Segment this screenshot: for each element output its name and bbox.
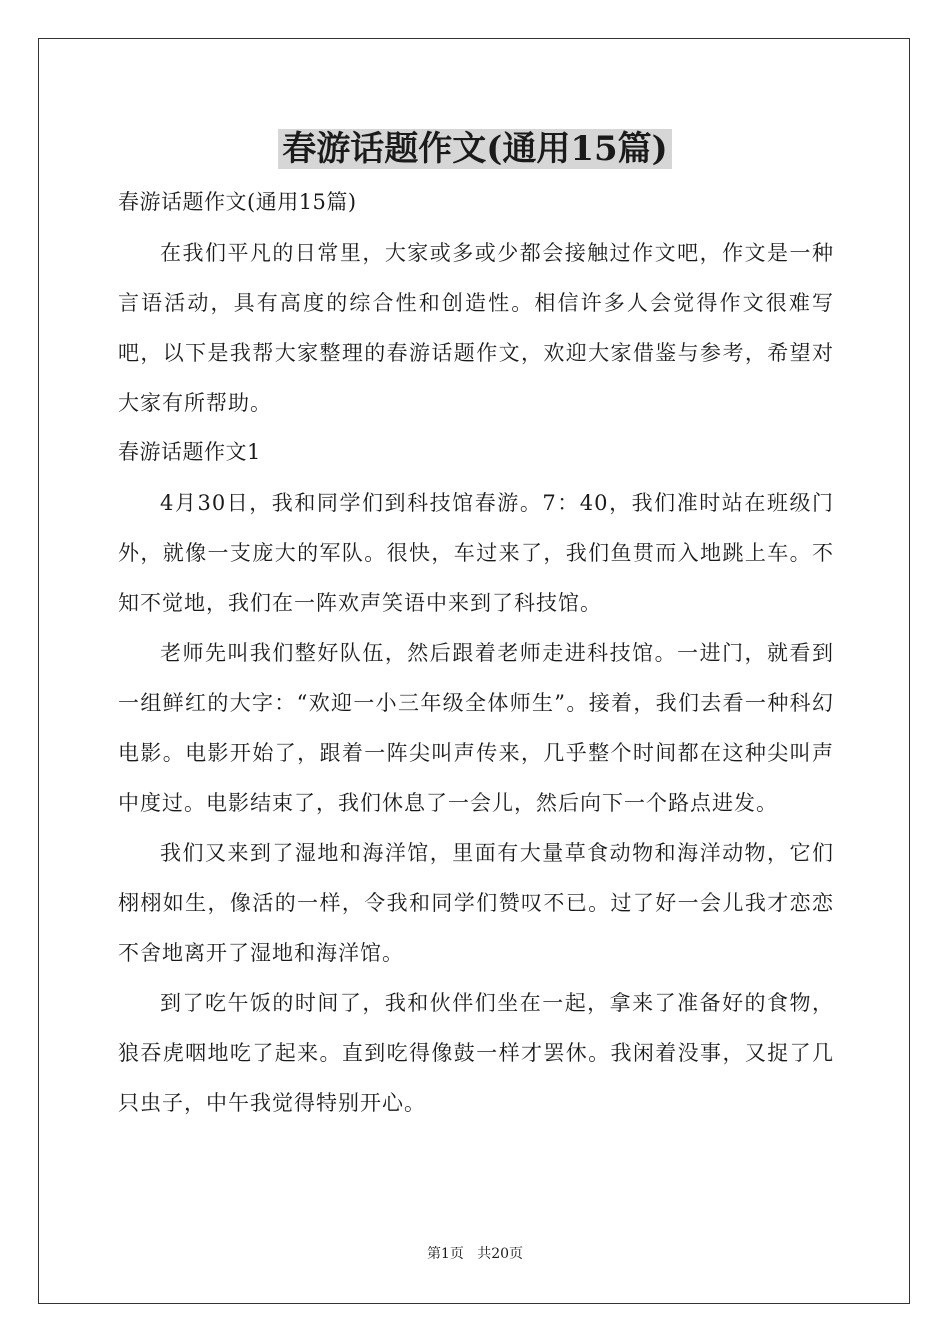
body-paragraph-3: 我们又来到了湿地和海洋馆，里面有大量草食动物和海洋动物，它们栩栩如生，像活的一样，令我和同学们赞叹不已。过了好一会儿我才恋恋不舍地离开了湿地和海洋馆。 bbox=[118, 841, 834, 965]
document-title bbox=[0, 120, 950, 178]
page-total: 共20页 bbox=[477, 1246, 524, 1262]
page-number: 第1页 bbox=[426, 1246, 464, 1262]
document-title-text: 春游话题作文(通用15篇) bbox=[278, 129, 672, 169]
intro-paragraph: 在我们平凡的日常里，大家或多或少都会接触过作文吧，作文是一种言语活动，具有高度的综合性和创造性。相信许多人会觉得作文很难写吧，以下是我帮大家整理的春游话题作文，欢迎大家借鉴与参考，希望对大家有所帮助。 bbox=[118, 241, 834, 415]
document-body bbox=[118, 178, 834, 1128]
subtitle-line: 春游话题作文(通用15篇) bbox=[118, 190, 357, 214]
body-paragraph-1: 4月30日，我和同学们到科技馆春游。7：40，我们准时站在班级门外，就像一支庞大的军队。很快，车过来了，我们鱼贯而入地跳上车。不知不觉地，我们在一阵欢声笑语中来到了科技馆。 bbox=[118, 491, 834, 615]
body-paragraph-2: 老师先叫我们整好队伍，然后跟着老师走进科技馆。一进门，就看到一组鲜红的大字：“欢迎一小三年级全体师生”。接着，我们去看一种科幻电影。电影开始了，跟着一阵尖叫声传来，几乎整个时间都在这种尖叫声中度过。电影结束了，我们休息了一会儿，然后向下一个路点进发。 bbox=[118, 641, 834, 815]
page-footer bbox=[0, 1244, 950, 1264]
body-paragraph-4: 到了吃午饭的时间了，我和伙伴们坐在一起，拿来了准备好的食物，狼吞虎咽地吃了起来。直到吃得像鼓一样才罢休。我闲着没事，又捉了几只虫子，中午我觉得特别开心。 bbox=[118, 991, 834, 1115]
section-heading: 春游话题作文1 bbox=[118, 440, 261, 464]
